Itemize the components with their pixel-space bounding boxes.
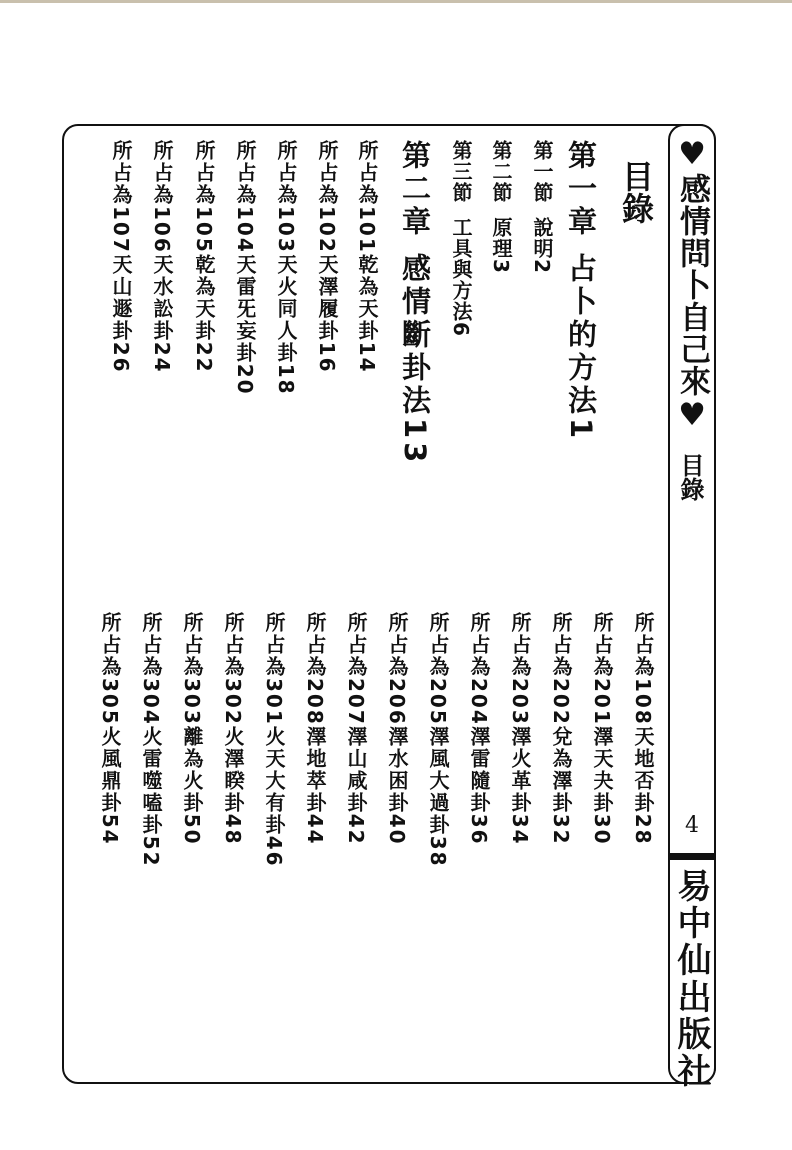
toc-entry: 所占為203澤火革卦34 <box>508 612 532 846</box>
chapter-1 <box>564 140 598 443</box>
toc-entry: 所占為108天地否卦28 <box>631 612 655 846</box>
chapter-1-title: 占卜的方法 <box>564 253 598 418</box>
toc-entry: 所占為303離為火卦50 <box>180 612 204 846</box>
toc-section: 第二節原理3 <box>489 140 513 274</box>
toc-entry: 所占為302火澤睽卦48 <box>221 612 245 846</box>
toc-entry: 所占為201澤天夬卦30 <box>590 612 614 846</box>
chapter-2 <box>398 140 432 467</box>
toc-entry: 所占為208澤地萃卦44 <box>303 612 327 846</box>
toc-entry: 所占為207澤山咸卦42 <box>344 612 368 846</box>
toc-entry: 所占為301火天大有卦46 <box>262 612 286 868</box>
toc-entry: 所占為106天水訟卦24 <box>150 140 174 374</box>
top-edge-line <box>0 0 792 3</box>
toc-entry: 所占為204澤雷隨卦36 <box>467 612 491 846</box>
toc-entry: 所占為103天火同人卦18 <box>274 140 298 396</box>
toc-section: 第一節說明2 <box>530 140 554 274</box>
toc-title: 目錄 <box>617 160 655 224</box>
publisher-name: 易中仙出版社 <box>671 868 711 1090</box>
toc-entry: 所占為305火風鼎卦54 <box>98 612 122 846</box>
chapter-2-head: 第二章 <box>398 140 432 239</box>
toc-entry: 所占為205澤風大過卦38 <box>426 612 450 868</box>
toc-entry: 所占為102天澤履卦16 <box>315 140 339 374</box>
chapter-1-head: 第一章 <box>564 140 598 239</box>
toc-entry: 所占為105乾為天卦22 <box>192 140 216 374</box>
sidebar-divider <box>668 853 716 860</box>
series-title: ♥感情問卜自己來♥ <box>674 136 710 434</box>
toc-entry: 所占為107天山遯卦26 <box>109 140 133 374</box>
toc-entry: 所占為202兌為澤卦32 <box>549 612 573 846</box>
chapter-1-page: 1 <box>564 418 598 443</box>
chapter-2-page: 13 <box>398 418 432 467</box>
toc-entry: 所占為304火雷噬嗑卦52 <box>139 612 163 868</box>
toc-entry: 所占為101乾為天卦14 <box>355 140 379 374</box>
page-number: 4 <box>685 813 699 838</box>
toc-section: 第三節工具與方法6 <box>449 140 473 337</box>
toc-entry: 所占為104天雷旡妄卦20 <box>233 140 257 396</box>
section-label: 目錄 <box>676 453 704 501</box>
chapter-2-title: 感情斷卦法 <box>398 253 432 418</box>
toc-entry: 所占為206澤水困卦40 <box>385 612 409 846</box>
